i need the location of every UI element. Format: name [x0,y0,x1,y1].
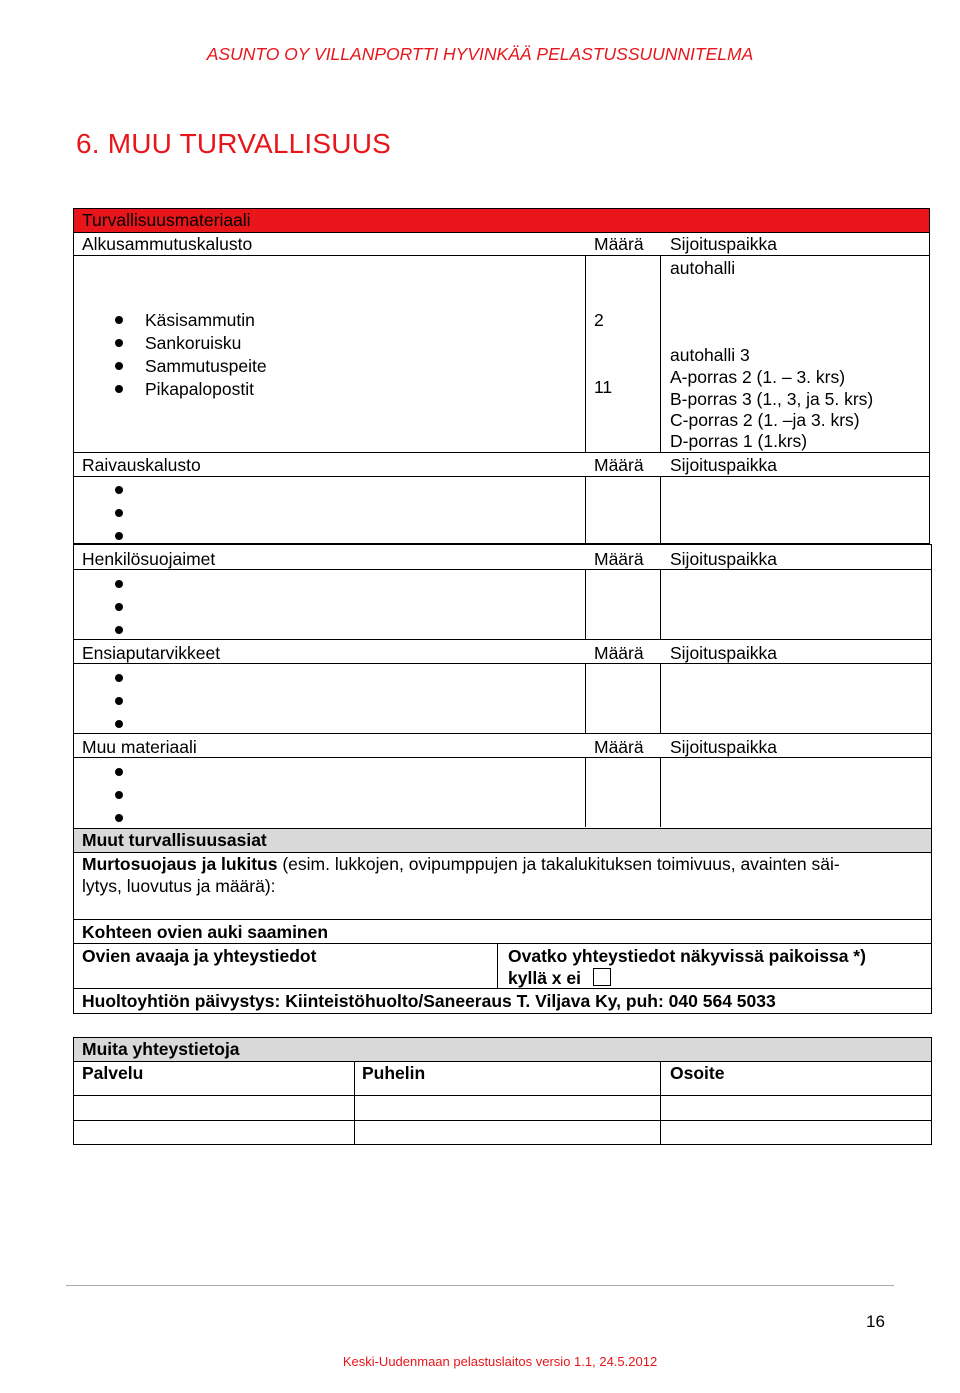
alku-qty: 2 [594,310,604,330]
alku-qty: 11 [594,377,613,397]
alku-label: Alkusammutuskalusto [82,234,253,254]
document-header: ASUNTO OY VILLANPORTTI HYVINKÄÄ PELASTUSSUUNNITELMA [206,44,754,64]
bullet-icon [115,674,123,682]
ovatko-label: Ovatko yhteystiedot näkyvissä paikoissa *) [508,946,866,966]
bullet-icon [115,339,123,347]
ei-checkbox[interactable] [593,968,611,986]
bullet-icon [115,814,123,822]
murto-text: (esim. lukkojen, ovipumppujen ja takalukituksen toimivuus, avainten säi- [277,854,840,874]
bullet-icon [115,697,123,705]
raivaus-maara: Määrä [594,455,644,475]
bullet-icon [115,580,123,588]
bullet-icon [115,509,123,517]
kylla-label: kyllä x ei [508,968,581,988]
raivaus-label: Raivauskalusto [82,455,201,475]
bullet-icon [115,626,123,634]
kohteen-label: Kohteen ovien auki saaminen [82,922,329,942]
bullet-icon [115,768,123,776]
henkilo-maara: Määrä [594,549,644,569]
alku-location: D-porras 1 (1.krs) [670,431,808,451]
henkilo-sijoitus: Sijoituspaikka [670,549,777,569]
alku-item: Sankoruisku [145,333,242,353]
henkilo-label: Henkilösuojaimet [82,549,216,569]
bullet-icon [115,486,123,494]
alku-location: autohalli 3 [670,345,750,365]
ovien-avaaja-label: Ovien avaaja ja yhteystiedot [82,946,317,966]
bullet-icon [115,385,123,393]
bullet-icon [115,720,123,728]
alku-maara-header: Määrä [594,234,644,254]
ensiapu-maara: Määrä [594,643,644,663]
muu-maara: Määrä [594,737,644,757]
bullet-icon [115,316,123,324]
footer-divider [66,1285,894,1286]
alku-location: B-porras 3 (1., 3, ja 5. krs) [670,389,874,409]
alku-location: A-porras 2 (1. – 3. krs) [670,367,846,387]
murto-label: Murtosuojaus ja lukitus [82,854,278,874]
page-number: 16 [866,1312,885,1331]
col-puhelin: Puhelin [362,1063,426,1083]
murto-text-2: lytys, luovutus ja määrä): [82,876,276,896]
materials-title: Turvallisuusmateriaali [82,210,251,230]
muu-sijoitus: Sijoituspaikka [670,737,777,757]
muu-label: Muu materiaali [82,737,197,757]
ensiapu-label: Ensiaputarvikkeet [82,643,221,663]
section-title: 6. MUU TURVALLISUUS [76,128,391,159]
alku-item: Käsisammutin [145,310,255,330]
huolto-text: Huoltoyhtiön päivystys: Kiinteistöhuolto/Saneeraus T. Viljava Ky, puh: 040 564 5033 [82,991,776,1011]
document-footer: Keski-Uudenmaan pelastuslaitos versio 1.1, 24.5.2012 [342,1354,658,1369]
bullet-icon [115,791,123,799]
alku-location: C-porras 2 (1. –ja 3. krs) [670,410,860,430]
alku-sijoitus-header: Sijoituspaikka [670,234,777,254]
alku-item: Pikapalopostit [145,379,254,399]
bullet-icon [115,362,123,370]
materials-table-2 [73,544,932,830]
raivaus-sijoitus: Sijoituspaikka [670,455,777,475]
alku-item: Sammutuspeite [145,356,267,376]
alku-top-location: autohalli [670,258,736,278]
bullet-icon [115,532,123,540]
col-osoite: Osoite [670,1063,725,1083]
ensiapu-sijoitus: Sijoituspaikka [670,643,777,663]
col-palvelu: Palvelu [82,1063,144,1083]
bullet-icon [115,603,123,611]
contacts-title: Muita yhteystietoja [82,1039,240,1059]
other-title: Muut turvallisuusasiat [82,830,267,850]
